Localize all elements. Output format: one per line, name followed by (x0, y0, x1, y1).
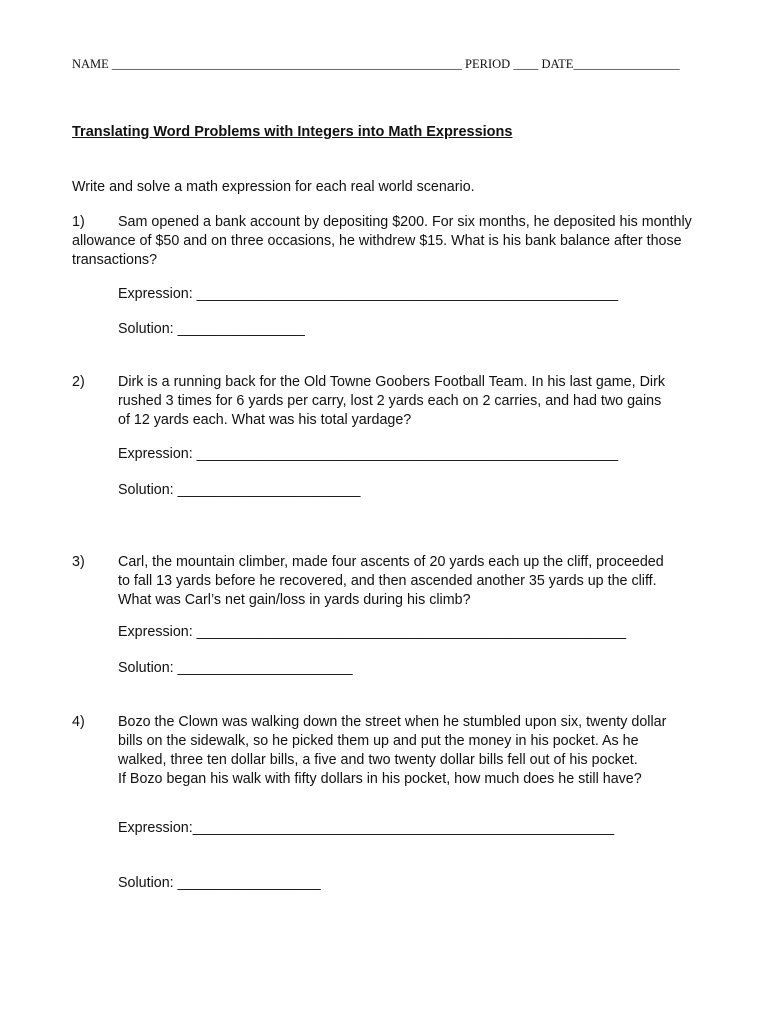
question-3-expression-line[interactable]: Expression: ______________________________________________________ (118, 624, 627, 640)
question-2-expression-line[interactable]: Expression: _____________________________________________________ (118, 446, 619, 462)
question-4-expression-line[interactable]: Expression:_____________________________________________________ (118, 820, 615, 836)
question-text-line: Bozo the Clown was walking down the street when he stumbled upon six, twenty dollar (118, 714, 667, 730)
question-text-line: If Bozo began his walk with fifty dollars in his pocket, how much does he still have? (118, 771, 642, 787)
question-4-solution-line[interactable]: Solution: __________________ (118, 875, 321, 891)
question-text-line: to fall 13 yards before he recovered, and then ascended another 35 yards up the cliff. (118, 573, 657, 589)
question-text-line: walked, three ten dollar bills, a five and two twenty dollar bills fell out of his pocket. (118, 752, 638, 768)
question-number: 4) (72, 714, 85, 730)
question-1-solution-line[interactable]: Solution: ________________ (118, 321, 305, 337)
question-2-solution-line[interactable]: Solution: _______________________ (118, 482, 361, 498)
worksheet-title: Translating Word Problems with Integers into Math Expressions (72, 124, 513, 140)
question-text-line: rushed 3 times for 6 yards per carry, lost 2 yards each on 2 carries, and had two gains (118, 393, 662, 409)
name-period-date-line: NAME ________________________________________________________ PERIOD ____ DATE_________________ (72, 57, 680, 71)
question-text-line: Carl, the mountain climber, made four ascents of 20 yards each up the cliff, proceeded (118, 554, 664, 570)
question-number: 1) (72, 214, 85, 230)
question-text-line: Dirk is a running back for the Old Towne Goobers Football Team. In his last game, Dirk (118, 374, 665, 390)
question-text-line: bills on the sidewalk, so he picked them up and put the money in his pocket. As he (118, 733, 639, 749)
question-text-line: What was Carl’s net gain/loss in yards during his climb? (118, 592, 471, 608)
question-number: 3) (72, 554, 85, 570)
question-1 (72, 213, 712, 270)
question-3-solution-line[interactable]: Solution: ______________________ (118, 660, 353, 676)
question-text-line: of 12 yards each. What was his total yardage? (118, 412, 412, 428)
question-number: 2) (72, 374, 85, 390)
question-2 (72, 373, 712, 430)
instructions: Write and solve a math expression for each real world scenario. (72, 179, 475, 195)
question-3 (72, 553, 712, 610)
question-text: Sam opened a bank account by depositing $200. For six months, he deposited his monthly allowance of $50 and on three occasions, he withdrew $15. What is his bank balance after those transactions? (72, 214, 692, 268)
question-4 (72, 713, 712, 789)
question-1-expression-line[interactable]: Expression: _____________________________________________________ (118, 286, 619, 302)
